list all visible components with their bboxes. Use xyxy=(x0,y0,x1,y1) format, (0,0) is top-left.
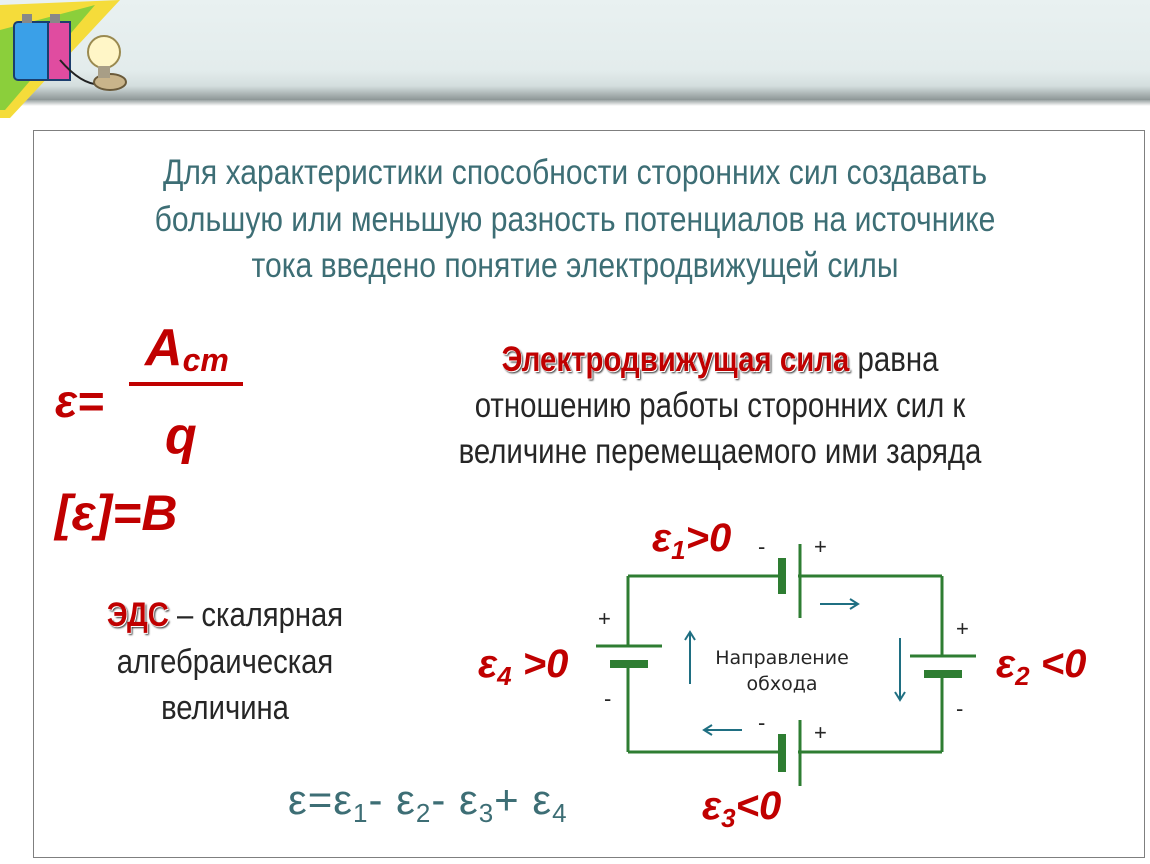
banner-shadow xyxy=(0,100,1150,106)
intro-line-3: тока введено понятие электродвижущей силы xyxy=(251,246,899,286)
direction-label-1: Направление xyxy=(715,647,849,669)
emf-sum-formula: $\varepsilon=\varepsilon_1-$ $\varepsilon_2-$ $\varepsilon_3+ \varepsilon_4$ xyxy=(288,776,568,828)
battery-4-icon xyxy=(596,646,662,664)
eds-note xyxy=(66,592,384,732)
eds-line-2: алгебраическая xyxy=(116,642,334,681)
b1-minus: - xyxy=(758,534,766,559)
arrow-down-icon xyxy=(895,638,905,700)
intro-line-2: большую или меньшую разность потенциалов на источнике xyxy=(154,199,996,239)
emf-unit: [ε]=В xyxy=(55,485,178,541)
arrow-left-icon xyxy=(704,725,742,735)
battery-1-icon xyxy=(782,544,800,618)
arrow-up-icon xyxy=(685,632,695,684)
fraction-bar xyxy=(129,382,243,386)
arrow-right-icon xyxy=(820,599,858,609)
emf-3-label: $\varepsilon_3<0$ xyxy=(702,784,782,833)
intro-paragraph xyxy=(115,150,1035,290)
emf-definition-text xyxy=(426,337,1014,476)
circuit-diagram xyxy=(570,520,1010,820)
battery-3-icon xyxy=(782,720,800,786)
emf-4-label: $\varepsilon_4 >0$ xyxy=(478,642,569,691)
intro-line-1: Для характеристики способности сторонних сил создавать xyxy=(162,153,988,192)
definition-line-2: отношению работы сторонних сил к xyxy=(474,386,966,426)
battery-bulb-logo-icon xyxy=(0,0,150,120)
top-banner xyxy=(0,0,1150,100)
battery-2-icon xyxy=(910,656,976,674)
emf-1-label: $\varepsilon_1>0$ xyxy=(652,516,732,565)
b4-minus: - xyxy=(604,686,612,711)
definition-line-1: Электродвижущая сила равна xyxy=(501,340,939,379)
b4-plus: + xyxy=(598,606,611,631)
emf-definition-formula xyxy=(55,318,315,478)
formula-denominator: q xyxy=(165,407,197,465)
eds-term: ЭДС xyxy=(106,596,169,634)
eds-line-1: ЭДС – скалярная xyxy=(106,596,344,634)
eds-line-3: величина xyxy=(161,689,289,728)
formula-numerator: $A_{cm}$ xyxy=(145,319,229,378)
definition-line-3: величине перемещаемого ими заряда xyxy=(458,432,982,472)
b3-plus: + xyxy=(814,720,827,745)
emf-2-label: $\varepsilon_2 <0$ xyxy=(996,642,1087,691)
definition-term: Электродвижущая сила xyxy=(501,340,850,379)
b1-plus: + xyxy=(814,534,827,559)
b2-plus: + xyxy=(956,616,969,641)
b3-minus: - xyxy=(758,710,766,735)
b2-minus: - xyxy=(956,696,964,721)
direction-label-2: обхода xyxy=(746,673,818,695)
formula-lhs: ε= xyxy=(55,375,104,427)
